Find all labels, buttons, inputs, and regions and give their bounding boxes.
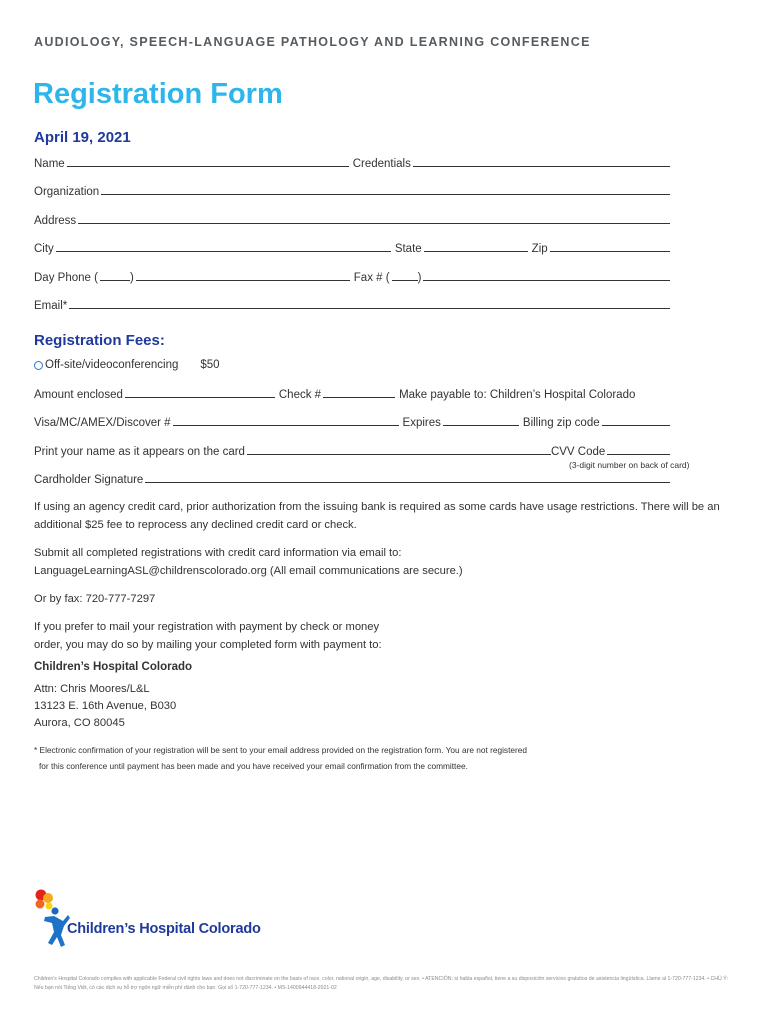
billing-zip-label: Billing zip code <box>522 417 600 429</box>
signature-label: Cardholder Signature <box>34 474 144 486</box>
mail-instructions <box>34 618 382 654</box>
footnote-line-1: * Electronic confirmation of your registration will be sent to your email address provided on the registration form. You are not registered <box>34 745 527 755</box>
check-label: Check # <box>278 389 322 401</box>
day-phone-paren: ) <box>129 272 134 284</box>
cvv-field[interactable] <box>607 453 670 455</box>
fee-option-label: Off-site/videoconferencing <box>45 359 179 371</box>
address-attn: Attn: Chris Moores/L&L <box>34 683 150 695</box>
footnote-line-2: for this conference until payment has been made and you have received your email confirmation from the committee. <box>39 761 468 771</box>
day-phone-field[interactable] <box>136 279 350 281</box>
credentials-label: Credentials <box>352 158 411 170</box>
fee-option-offsite[interactable] <box>34 359 220 371</box>
fax-label: Fax # ( <box>353 272 390 284</box>
legal-disclaimer: Children's Hospital Colorado complies with applicable Federal civil rights laws and does not discriminate on the basis of race, color, national origin, age, disability, or sex. • ATENCIÓN: si habla español, tiene a su disposición servicios gratuitos de asistencia lingüística. Llame al 1-720-777-1234. • CHÚ Ý: Nếu bạn nói Tiếng Việt, có các dịch vụ hỗ trợ ngôn ngữ miễn phí dành cho bạn. Gọi số 1-720-777-1234. • MS-1400944418-2021-02 <box>34 976 729 991</box>
fees-heading: Registration Fees: <box>34 332 165 349</box>
mailing-address <box>34 681 176 732</box>
expires-label: Expires <box>402 417 441 429</box>
organization-label: Organization <box>34 186 100 198</box>
zip-label: Zip <box>531 243 548 255</box>
organization-row <box>34 182 670 198</box>
mailing-address-name: Children’s Hospital Colorado <box>34 661 193 673</box>
name-field[interactable] <box>67 165 349 167</box>
address-city: Aurora, CO 80045 <box>34 717 125 729</box>
submit-line-1: Submit all completed registrations with credit card information via email to: <box>34 547 402 559</box>
cvv-label: CVV Code <box>550 446 606 458</box>
amount-check-row <box>34 385 670 401</box>
confirmation-footnote <box>34 742 594 774</box>
email-field[interactable] <box>69 307 670 309</box>
name-label: Name <box>34 158 65 170</box>
fax-instructions: Or by fax: 720-777-7297 <box>34 593 156 605</box>
page-title: Registration Form <box>33 78 283 110</box>
print-name-row <box>34 442 670 458</box>
address-label: Address <box>34 215 77 227</box>
agency-line-1: If using an agency credit card, prior authorization from the issuing bank is required as some cards have usage restrictions. There will be an <box>34 501 720 513</box>
print-name-label: Print your name as it appears on the card <box>34 446 245 458</box>
agency-card-notice <box>34 498 720 534</box>
payable-text: Make payable to: Children’s Hospital Colorado <box>399 389 636 401</box>
logo-text: Children’s Hospital Colorado <box>67 921 261 937</box>
expires-field[interactable] <box>443 424 519 426</box>
fee-option-price: $50 <box>200 359 220 371</box>
conference-kicker: AUDIOLOGY, SPEECH-LANGUAGE PATHOLOGY AND LEARNING CONFERENCE <box>34 35 591 49</box>
radio-button-icon[interactable] <box>34 361 43 370</box>
cvv-note: (3-digit number on back of card) <box>569 460 690 470</box>
city-label: City <box>34 243 54 255</box>
agency-line-2: additional $25 fee to reprocess any declined credit card or check. <box>34 519 357 531</box>
phone-fax-row <box>34 268 670 284</box>
address-street: 13123 E. 16th Avenue, B030 <box>34 700 177 712</box>
amount-field[interactable] <box>125 396 275 398</box>
mail-line-1: If you prefer to mail your registration with payment by check or money <box>34 621 380 633</box>
card-number-label: Visa/MC/AMEX/Discover # <box>34 417 171 429</box>
amount-label: Amount enclosed <box>34 389 123 401</box>
signature-field[interactable] <box>145 481 670 483</box>
signature-row <box>34 470 670 486</box>
submit-email-line[interactable]: LanguageLearningASL@childrenscolorado.org (All email communications are secure.) <box>34 565 463 577</box>
email-row <box>34 296 670 312</box>
day-phone-area-code-field[interactable] <box>100 279 130 281</box>
submit-instructions <box>34 544 463 580</box>
check-number-field[interactable] <box>323 396 395 398</box>
fax-field[interactable] <box>423 279 670 281</box>
city-field[interactable] <box>56 250 391 252</box>
credentials-field[interactable] <box>413 165 670 167</box>
name-credentials-row <box>34 154 670 170</box>
fax-area-code-field[interactable] <box>392 279 418 281</box>
organization-field[interactable] <box>101 193 670 195</box>
print-name-field[interactable] <box>247 453 551 455</box>
card-number-field[interactable] <box>173 424 399 426</box>
city-state-zip-row <box>34 239 670 255</box>
childrens-hospital-logo-icon <box>30 885 270 955</box>
zip-field[interactable] <box>550 250 670 252</box>
event-date: April 19, 2021 <box>34 129 131 146</box>
fax-paren: ) <box>417 272 422 284</box>
state-field[interactable] <box>424 250 528 252</box>
billing-zip-field[interactable] <box>602 424 670 426</box>
state-label: State <box>394 243 422 255</box>
email-label: Email* <box>34 300 68 312</box>
card-row <box>34 413 670 429</box>
mail-line-2: order, you may do so by mailing your completed form with payment to: <box>34 639 382 651</box>
address-field[interactable] <box>78 222 670 224</box>
day-phone-label: Day Phone ( <box>34 272 98 284</box>
address-row <box>34 211 670 227</box>
